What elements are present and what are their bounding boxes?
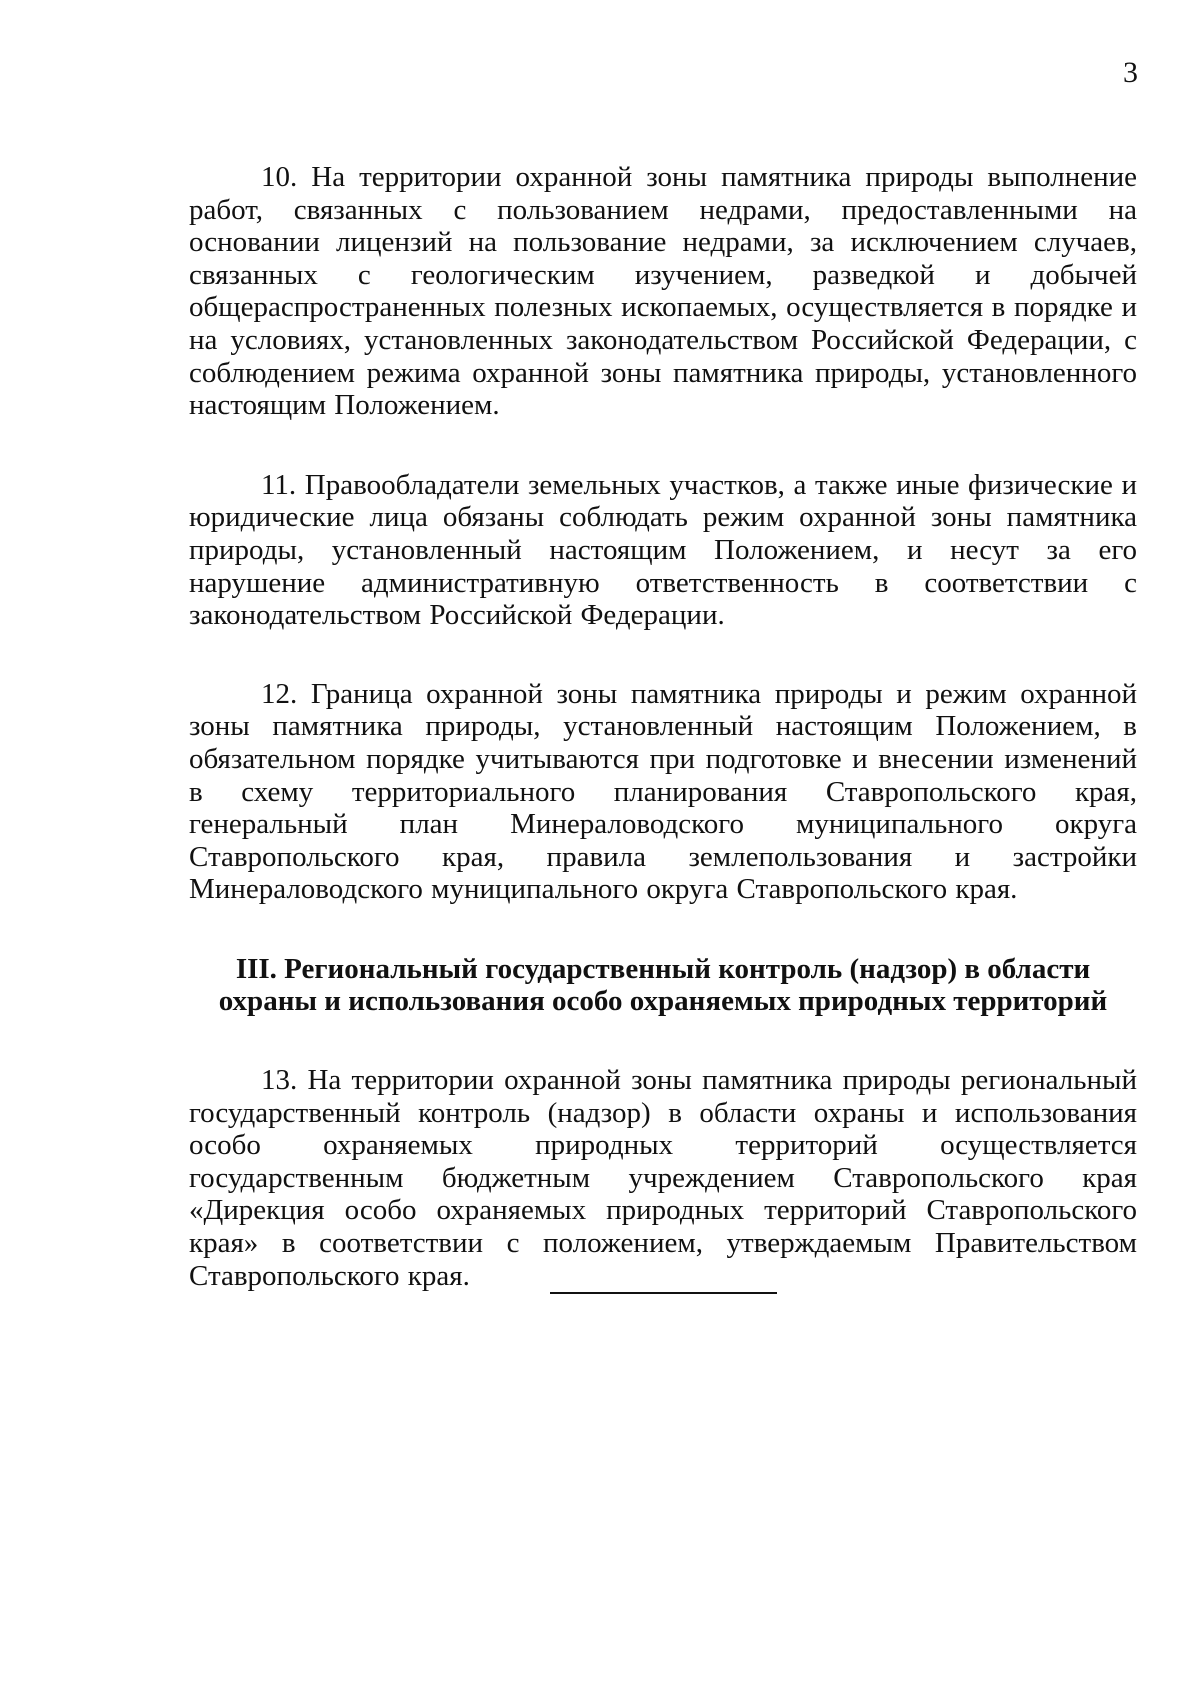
document-body	[189, 161, 1137, 1292]
end-of-document-line	[550, 1292, 777, 1294]
paragraph-spacer	[189, 906, 1137, 953]
section-heading-line-1: III. Региональный государственный контроль (надзор) в области	[235, 952, 1091, 985]
section-heading	[189, 953, 1137, 1018]
paragraph-spacer	[189, 632, 1137, 678]
page-number: 3	[1123, 56, 1138, 89]
paragraph-spacer	[189, 1018, 1137, 1064]
paragraph-10: 10. На территории охранной зоны памятника природы выполнение работ, связанных с пользованием недрами, предоставленными на основании лицензий на пользование недрами, за исключением случаев, связанных с геологическим изучением, разведкой и добычей общераспространенных полезных ископаемых, осуществляется в порядке и на условиях, установленных законодательством Российской Федерации, с соблюдением режима охранной зоны памятника природы, установленного настоящим Положением.	[189, 161, 1137, 422]
paragraph-13: 13. На территории охранной зоны памятника природы региональный государственный контроль (надзор) в области охраны и использования особо охраняемых природных территорий осуществляется государственным бюджетным учреждением Ставропольского края «Дирекция особо охраняемых природных территорий Ставропольского края» в соответствии с положением, утверждаемым Правительством Ставропольского края.	[189, 1064, 1137, 1292]
paragraph-11: 11. Правообладатели земельных участков, а также иные физические и юридические лица обязаны соблюдать режим охранной зоны памятника природы, установленный настоящим Положением, и несут за его нарушение административную ответственность в соответствии с законодательством Российской Федерации.	[189, 468, 1137, 632]
section-heading-line-2: охраны и использования особо охраняемых природных территорий	[218, 985, 1108, 1018]
paragraph-12: 12. Граница охранной зоны памятника природы и режим охранной зоны памятника природы, установленный настоящим Положением, в обязательном порядке учитываются при подготовке и внесении изменений в схему территориального планирования Ставропольского края, генеральный план Минераловодского муниципального округа Ставропольского края, правила землепользования и застройки Минераловодского муниципального округа Ставропольского края.	[189, 677, 1137, 906]
paragraph-spacer	[189, 422, 1137, 469]
